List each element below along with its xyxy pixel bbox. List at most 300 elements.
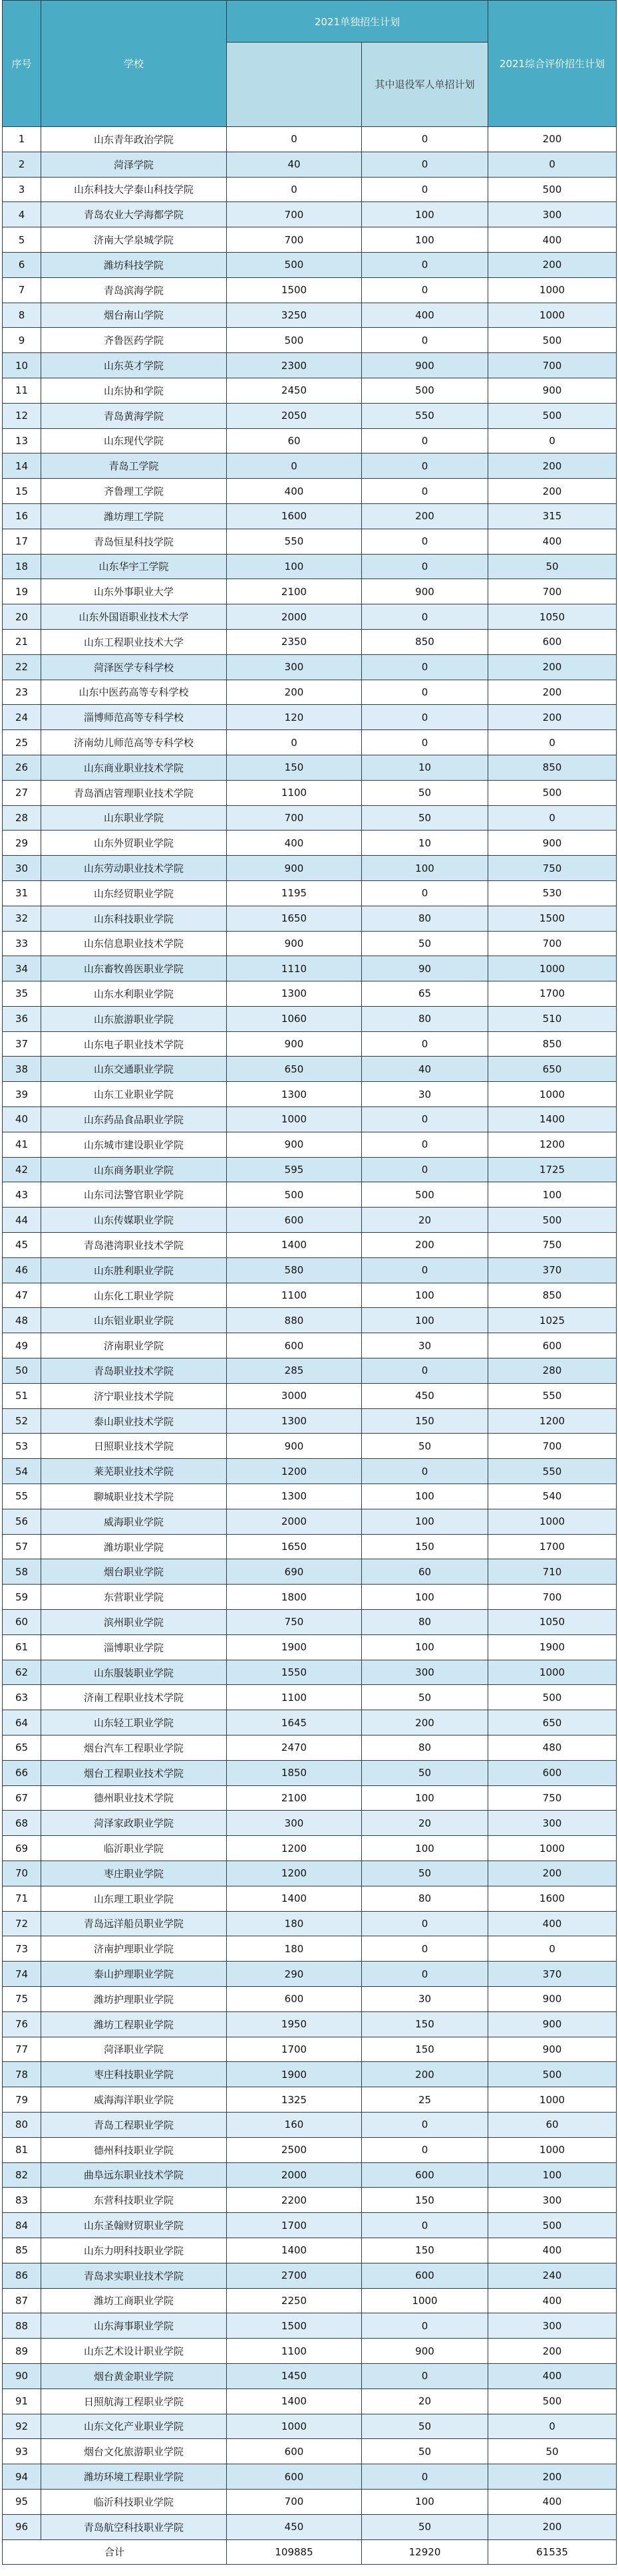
cell-comprehensive: 400 — [488, 2288, 617, 2313]
cell-solo: 1645 — [227, 1710, 362, 1736]
cell-solo: 650 — [227, 1057, 362, 1082]
cell-veterans: 100 — [362, 1634, 488, 1660]
table-row — [3, 1559, 617, 1585]
cell-school: 山东文化产业职业学院 — [41, 2414, 227, 2439]
table-row — [3, 2339, 617, 2364]
cell-solo: 1000 — [227, 2414, 362, 2439]
cell-solo: 550 — [227, 529, 362, 554]
cell-school: 山东水利职业学院 — [41, 981, 227, 1007]
cell-no: 80 — [3, 2112, 41, 2137]
cell-comprehensive: 400 — [488, 1911, 617, 1936]
cell-comprehensive: 200 — [488, 2339, 617, 2364]
table-row — [3, 2238, 617, 2263]
cell-no: 84 — [3, 2213, 41, 2238]
cell-veterans: 40 — [362, 1057, 488, 1082]
cell-comprehensive: 100 — [488, 1182, 617, 1208]
cell-comprehensive: 1000 — [488, 1660, 617, 1685]
cell-veterans: 30 — [362, 1986, 488, 2011]
cell-veterans: 0 — [362, 479, 488, 504]
cell-no: 82 — [3, 2162, 41, 2188]
cell-solo: 1400 — [227, 2388, 362, 2414]
cell-solo: 690 — [227, 1559, 362, 1585]
cell-school: 菏泽家政职业学院 — [41, 1811, 227, 1836]
cell-comprehensive: 600 — [488, 1333, 617, 1358]
cell-solo: 1950 — [227, 2011, 362, 2037]
cell-no: 38 — [3, 1057, 41, 1082]
table-row — [3, 1911, 617, 1936]
cell-comprehensive: 900 — [488, 2011, 617, 2037]
cell-no: 50 — [3, 1358, 41, 1384]
cell-veterans: 50 — [362, 780, 488, 805]
header-no: 序号 — [3, 1, 41, 127]
cell-no: 11 — [3, 378, 41, 403]
cell-school: 潍坊环境工程职业学院 — [41, 2464, 227, 2490]
header-comprehensive — [488, 1, 617, 127]
cell-comprehensive: 900 — [488, 2037, 617, 2062]
cell-school: 山东城市建设职业学院 — [41, 1132, 227, 1157]
cell-no: 13 — [3, 428, 41, 453]
cell-school: 青岛工程职业学院 — [41, 2112, 227, 2137]
table-row — [3, 303, 617, 328]
cell-veterans: 0 — [362, 328, 488, 353]
cell-school: 枣庄科技职业学院 — [41, 2062, 227, 2087]
cell-no: 37 — [3, 1031, 41, 1057]
cell-no: 57 — [3, 1534, 41, 1559]
cell-school: 聊城职业技术学院 — [41, 1484, 227, 1509]
cell-comprehensive: 1050 — [488, 1610, 617, 1635]
cell-no: 78 — [3, 2062, 41, 2087]
cell-solo: 0 — [227, 453, 362, 479]
cell-no: 12 — [3, 403, 41, 428]
cell-veterans: 50 — [362, 2414, 488, 2439]
cell-school: 山东中医药高等专科学校 — [41, 680, 227, 705]
cell-solo: 300 — [227, 654, 362, 680]
cell-no: 94 — [3, 2464, 41, 2490]
cell-comprehensive: 315 — [488, 503, 617, 529]
cell-no: 14 — [3, 453, 41, 479]
table-row — [3, 654, 617, 680]
cell-comprehensive: 280 — [488, 1358, 617, 1384]
cell-comprehensive: 240 — [488, 2263, 617, 2288]
cell-veterans: 600 — [362, 2263, 488, 2288]
cell-school: 山东外贸职业学院 — [41, 831, 227, 856]
cell-no: 8 — [3, 303, 41, 328]
cell-veterans: 0 — [362, 705, 488, 730]
cell-veterans: 0 — [362, 680, 488, 705]
cell-veterans: 0 — [362, 2363, 488, 2388]
cell-solo: 1650 — [227, 1534, 362, 1559]
cell-solo: 160 — [227, 2112, 362, 2137]
cell-comprehensive: 100 — [488, 2162, 617, 2188]
cell-school: 山东工程职业技术大学 — [41, 629, 227, 654]
cell-veterans: 600 — [362, 2162, 488, 2188]
cell-veterans: 50 — [362, 1685, 488, 1710]
cell-no: 31 — [3, 880, 41, 906]
table-row — [3, 1785, 617, 1811]
cell-no: 67 — [3, 1785, 41, 1811]
cell-comprehensive: 50 — [488, 2439, 617, 2464]
cell-veterans: 100 — [362, 1509, 488, 1534]
cell-comprehensive: 200 — [488, 2464, 617, 2490]
cell-school: 山东科技大学泰山科技学院 — [41, 177, 227, 202]
cell-school: 山东理工职业学院 — [41, 1886, 227, 1911]
cell-comprehensive: 500 — [488, 2388, 617, 2414]
cell-solo: 100 — [227, 554, 362, 579]
cell-comprehensive: 300 — [488, 2188, 617, 2213]
cell-solo: 1450 — [227, 2363, 362, 2388]
cell-school: 山东青年政治学院 — [41, 127, 227, 152]
table-row — [3, 1006, 617, 1031]
cell-solo: 500 — [227, 252, 362, 277]
cell-no: 96 — [3, 2514, 41, 2539]
cell-no: 93 — [3, 2439, 41, 2464]
cell-comprehensive: 850 — [488, 755, 617, 780]
cell-no: 2 — [3, 152, 41, 177]
cell-school: 山东海事职业学院 — [41, 2313, 227, 2339]
cell-no: 46 — [3, 1257, 41, 1283]
cell-veterans: 0 — [362, 152, 488, 177]
cell-comprehensive: 1000 — [488, 1509, 617, 1534]
cell-no: 87 — [3, 2288, 41, 2313]
cell-comprehensive: 0 — [488, 152, 617, 177]
cell-veterans: 100 — [362, 2489, 488, 2514]
cell-no: 30 — [3, 856, 41, 881]
cell-school: 东营职业学院 — [41, 1585, 227, 1610]
cell-comprehensive: 1000 — [488, 2137, 617, 2162]
cell-veterans: 0 — [362, 2313, 488, 2339]
table-row — [3, 277, 617, 303]
cell-solo: 500 — [227, 1182, 362, 1208]
table-row — [3, 227, 617, 253]
cell-school: 威海海洋职业学院 — [41, 2087, 227, 2113]
table-row — [3, 1157, 617, 1182]
cell-veterans: 150 — [362, 1534, 488, 1559]
cell-veterans: 0 — [362, 252, 488, 277]
table-row — [3, 755, 617, 780]
cell-veterans: 80 — [362, 906, 488, 931]
cell-comprehensive: 710 — [488, 1559, 617, 1585]
cell-solo: 200 — [227, 680, 362, 705]
cell-no: 85 — [3, 2238, 41, 2263]
cell-comprehensive: 550 — [488, 1459, 617, 1484]
table-row — [3, 2062, 617, 2087]
table-row — [3, 428, 617, 453]
cell-no: 60 — [3, 1610, 41, 1635]
cell-school: 泰山职业技术学院 — [41, 1408, 227, 1434]
cell-solo: 1700 — [227, 2213, 362, 2238]
cell-veterans: 10 — [362, 755, 488, 780]
cell-no: 39 — [3, 1082, 41, 1107]
cell-no: 1 — [3, 127, 41, 152]
cell-veterans: 65 — [362, 981, 488, 1007]
cell-solo: 1300 — [227, 1408, 362, 1434]
cell-solo: 1500 — [227, 2313, 362, 2339]
table-row — [3, 1459, 617, 1484]
table-row — [3, 2363, 617, 2388]
cell-no: 26 — [3, 755, 41, 780]
cell-veterans: 0 — [362, 453, 488, 479]
cell-school: 莱芜职业技术学院 — [41, 1459, 227, 1484]
table-row — [3, 1634, 617, 1660]
table-row — [3, 730, 617, 755]
cell-no: 41 — [3, 1132, 41, 1157]
cell-school: 青岛工学院 — [41, 453, 227, 479]
cell-veterans: 100 — [362, 227, 488, 253]
cell-comprehensive: 1000 — [488, 1082, 617, 1107]
cell-solo: 1200 — [227, 1836, 362, 1861]
header-veterans-text: 其中退役军人单招计划 — [375, 78, 475, 90]
cell-solo: 700 — [227, 227, 362, 253]
cell-solo: 1500 — [227, 277, 362, 303]
table-header — [3, 1, 617, 127]
cell-no: 95 — [3, 2489, 41, 2514]
table-row — [3, 880, 617, 906]
cell-comprehensive: 1000 — [488, 956, 617, 981]
header-solo-blank — [227, 43, 362, 127]
cell-solo: 900 — [227, 856, 362, 881]
cell-school: 泰山护理职业学院 — [41, 1962, 227, 1987]
cell-no: 35 — [3, 981, 41, 1007]
cell-veterans: 0 — [362, 1936, 488, 1962]
cell-veterans: 0 — [362, 1132, 488, 1157]
cell-comprehensive: 0 — [488, 805, 617, 831]
cell-no: 53 — [3, 1434, 41, 1459]
cell-veterans: 0 — [362, 1459, 488, 1484]
cell-comprehensive: 370 — [488, 1257, 617, 1283]
cell-comprehensive: 500 — [488, 2062, 617, 2087]
cell-veterans: 200 — [362, 2062, 488, 2087]
cell-no: 33 — [3, 931, 41, 956]
cell-school: 山东商务职业学院 — [41, 1157, 227, 1182]
cell-school: 山东力明科技职业学院 — [41, 2238, 227, 2263]
cell-solo: 3000 — [227, 1383, 362, 1408]
cell-school: 潍坊科技学院 — [41, 252, 227, 277]
cell-comprehensive: 1050 — [488, 604, 617, 630]
cell-no: 16 — [3, 503, 41, 529]
cell-veterans: 80 — [362, 1886, 488, 1911]
table-row — [3, 177, 617, 202]
cell-comprehensive: 530 — [488, 880, 617, 906]
table-row — [3, 1408, 617, 1434]
cell-school: 青岛黄海学院 — [41, 403, 227, 428]
cell-comprehensive: 510 — [488, 1006, 617, 1031]
table-row — [3, 252, 617, 277]
cell-veterans: 0 — [362, 1107, 488, 1132]
cell-veterans: 80 — [362, 1736, 488, 1761]
cell-no: 6 — [3, 252, 41, 277]
table-row — [3, 2162, 617, 2188]
cell-solo: 2000 — [227, 1509, 362, 1534]
cell-school: 潍坊护理职业学院 — [41, 1986, 227, 2011]
cell-solo: 1800 — [227, 1585, 362, 1610]
cell-veterans: 100 — [362, 1484, 488, 1509]
cell-no: 15 — [3, 479, 41, 504]
cell-no: 66 — [3, 1760, 41, 1785]
cell-solo: 900 — [227, 1434, 362, 1459]
cell-school: 烟台南山学院 — [41, 303, 227, 328]
cell-comprehensive: 900 — [488, 1986, 617, 2011]
cell-school: 济南工程职业技术学院 — [41, 1685, 227, 1710]
cell-school: 齐鲁理工学院 — [41, 479, 227, 504]
table-row — [3, 1962, 617, 1987]
cell-no: 69 — [3, 1836, 41, 1861]
cell-comprehensive: 1700 — [488, 1534, 617, 1559]
cell-no: 28 — [3, 805, 41, 831]
cell-veterans: 150 — [362, 2238, 488, 2263]
cell-solo: 1100 — [227, 780, 362, 805]
cell-veterans: 200 — [362, 1710, 488, 1736]
cell-school: 山东轻工职业学院 — [41, 1710, 227, 1736]
cell-comprehensive: 600 — [488, 629, 617, 654]
cell-solo: 1200 — [227, 1861, 362, 1886]
cell-solo: 580 — [227, 1257, 362, 1283]
cell-comprehensive: 200 — [488, 453, 617, 479]
cell-comprehensive: 750 — [488, 856, 617, 881]
cell-solo: 2200 — [227, 2188, 362, 2213]
table-row — [3, 1936, 617, 1962]
cell-school: 潍坊职业学院 — [41, 1534, 227, 1559]
table-row — [3, 1610, 617, 1635]
cell-veterans: 900 — [362, 2339, 488, 2364]
cell-solo: 290 — [227, 1962, 362, 1987]
table-row — [3, 1132, 617, 1157]
cell-comprehensive: 0 — [488, 1936, 617, 1962]
cell-solo: 180 — [227, 1936, 362, 1962]
cell-comprehensive: 200 — [488, 680, 617, 705]
cell-school: 山东外事职业大学 — [41, 579, 227, 604]
cell-veterans: 150 — [362, 2188, 488, 2213]
table-row — [3, 2514, 617, 2539]
table-row — [3, 1182, 617, 1208]
cell-comprehensive: 500 — [488, 1685, 617, 1710]
table-row — [3, 2087, 617, 2113]
cell-solo: 1110 — [227, 956, 362, 981]
table-row — [3, 2288, 617, 2313]
cell-solo: 285 — [227, 1358, 362, 1384]
cell-comprehensive: 500 — [488, 328, 617, 353]
cell-no: 21 — [3, 629, 41, 654]
cell-solo: 180 — [227, 1911, 362, 1936]
total-solo: 109885 — [227, 2539, 362, 2565]
cell-veterans: 900 — [362, 579, 488, 604]
cell-solo: 2050 — [227, 403, 362, 428]
table-row — [3, 403, 617, 428]
cell-school: 临沂科技职业学院 — [41, 2489, 227, 2514]
cell-no: 86 — [3, 2263, 41, 2288]
cell-school: 德州科技职业学院 — [41, 2137, 227, 2162]
cell-solo: 600 — [227, 1986, 362, 2011]
cell-comprehensive: 700 — [488, 579, 617, 604]
cell-veterans: 0 — [362, 127, 488, 152]
table-row — [3, 956, 617, 981]
cell-no: 42 — [3, 1157, 41, 1182]
cell-school: 烟台文化旅游职业学院 — [41, 2439, 227, 2464]
cell-veterans: 150 — [362, 1408, 488, 1434]
cell-school: 曲阜远东职业技术学院 — [41, 2162, 227, 2188]
cell-no: 22 — [3, 654, 41, 680]
table-row — [3, 2037, 617, 2062]
cell-veterans: 20 — [362, 1811, 488, 1836]
table-row — [3, 1836, 617, 1861]
cell-school: 山东圣翰财贸职业学院 — [41, 2213, 227, 2238]
cell-solo: 0 — [227, 177, 362, 202]
cell-comprehensive: 300 — [488, 1811, 617, 1836]
cell-solo: 400 — [227, 479, 362, 504]
cell-veterans: 500 — [362, 378, 488, 403]
cell-comprehensive: 400 — [488, 227, 617, 253]
cell-comprehensive: 700 — [488, 931, 617, 956]
table-row — [3, 529, 617, 554]
cell-comprehensive: 1000 — [488, 303, 617, 328]
cell-comprehensive: 850 — [488, 1031, 617, 1057]
cell-no: 4 — [3, 202, 41, 227]
cell-solo: 2450 — [227, 378, 362, 403]
cell-solo: 300 — [227, 1811, 362, 1836]
cell-no: 62 — [3, 1660, 41, 1685]
cell-veterans: 200 — [362, 1233, 488, 1258]
cell-comprehensive: 900 — [488, 378, 617, 403]
cell-solo: 700 — [227, 805, 362, 831]
cell-no: 27 — [3, 780, 41, 805]
table-row — [3, 1283, 617, 1308]
table-row — [3, 1383, 617, 1408]
cell-solo: 2500 — [227, 2137, 362, 2162]
cell-veterans: 0 — [362, 2464, 488, 2490]
cell-solo: 1060 — [227, 1006, 362, 1031]
cell-no: 75 — [3, 1986, 41, 2011]
table-row — [3, 1434, 617, 1459]
table-row — [3, 1057, 617, 1082]
cell-school: 威海职业学院 — [41, 1509, 227, 1534]
cell-school: 青岛农业大学海都学院 — [41, 202, 227, 227]
cell-no: 71 — [3, 1886, 41, 1911]
cell-solo: 0 — [227, 127, 362, 152]
cell-no: 56 — [3, 1509, 41, 1534]
total-veterans: 12920 — [362, 2539, 488, 2565]
header-veterans — [362, 43, 488, 127]
cell-solo: 1700 — [227, 2037, 362, 2062]
cell-veterans: 550 — [362, 403, 488, 428]
cell-solo: 700 — [227, 202, 362, 227]
cell-veterans: 60 — [362, 1559, 488, 1585]
cell-veterans: 0 — [362, 529, 488, 554]
total-comprehensive: 61535 — [488, 2539, 617, 2565]
cell-no: 55 — [3, 1484, 41, 1509]
cell-comprehensive: 500 — [488, 177, 617, 202]
cell-solo: 1400 — [227, 2238, 362, 2263]
cell-school: 日照职业技术学院 — [41, 1434, 227, 1459]
cell-veterans: 20 — [362, 1208, 488, 1233]
table-row — [3, 1257, 617, 1283]
cell-comprehensive: 1725 — [488, 1157, 617, 1182]
cell-no: 81 — [3, 2137, 41, 2162]
cell-comprehensive: 400 — [488, 2363, 617, 2388]
cell-solo: 1100 — [227, 2339, 362, 2364]
cell-solo: 1300 — [227, 1484, 362, 1509]
cell-veterans: 450 — [362, 1383, 488, 1408]
cell-veterans: 0 — [362, 1358, 488, 1384]
cell-solo: 40 — [227, 152, 362, 177]
cell-school: 济宁职业技术学院 — [41, 1383, 227, 1408]
cell-veterans: 20 — [362, 2388, 488, 2414]
cell-no: 29 — [3, 831, 41, 856]
cell-veterans: 50 — [362, 2439, 488, 2464]
table-row — [3, 1107, 617, 1132]
cell-no: 3 — [3, 177, 41, 202]
cell-solo: 2300 — [227, 353, 362, 378]
cell-veterans: 30 — [362, 1333, 488, 1358]
cell-school: 山东旅游职业学院 — [41, 1006, 227, 1031]
